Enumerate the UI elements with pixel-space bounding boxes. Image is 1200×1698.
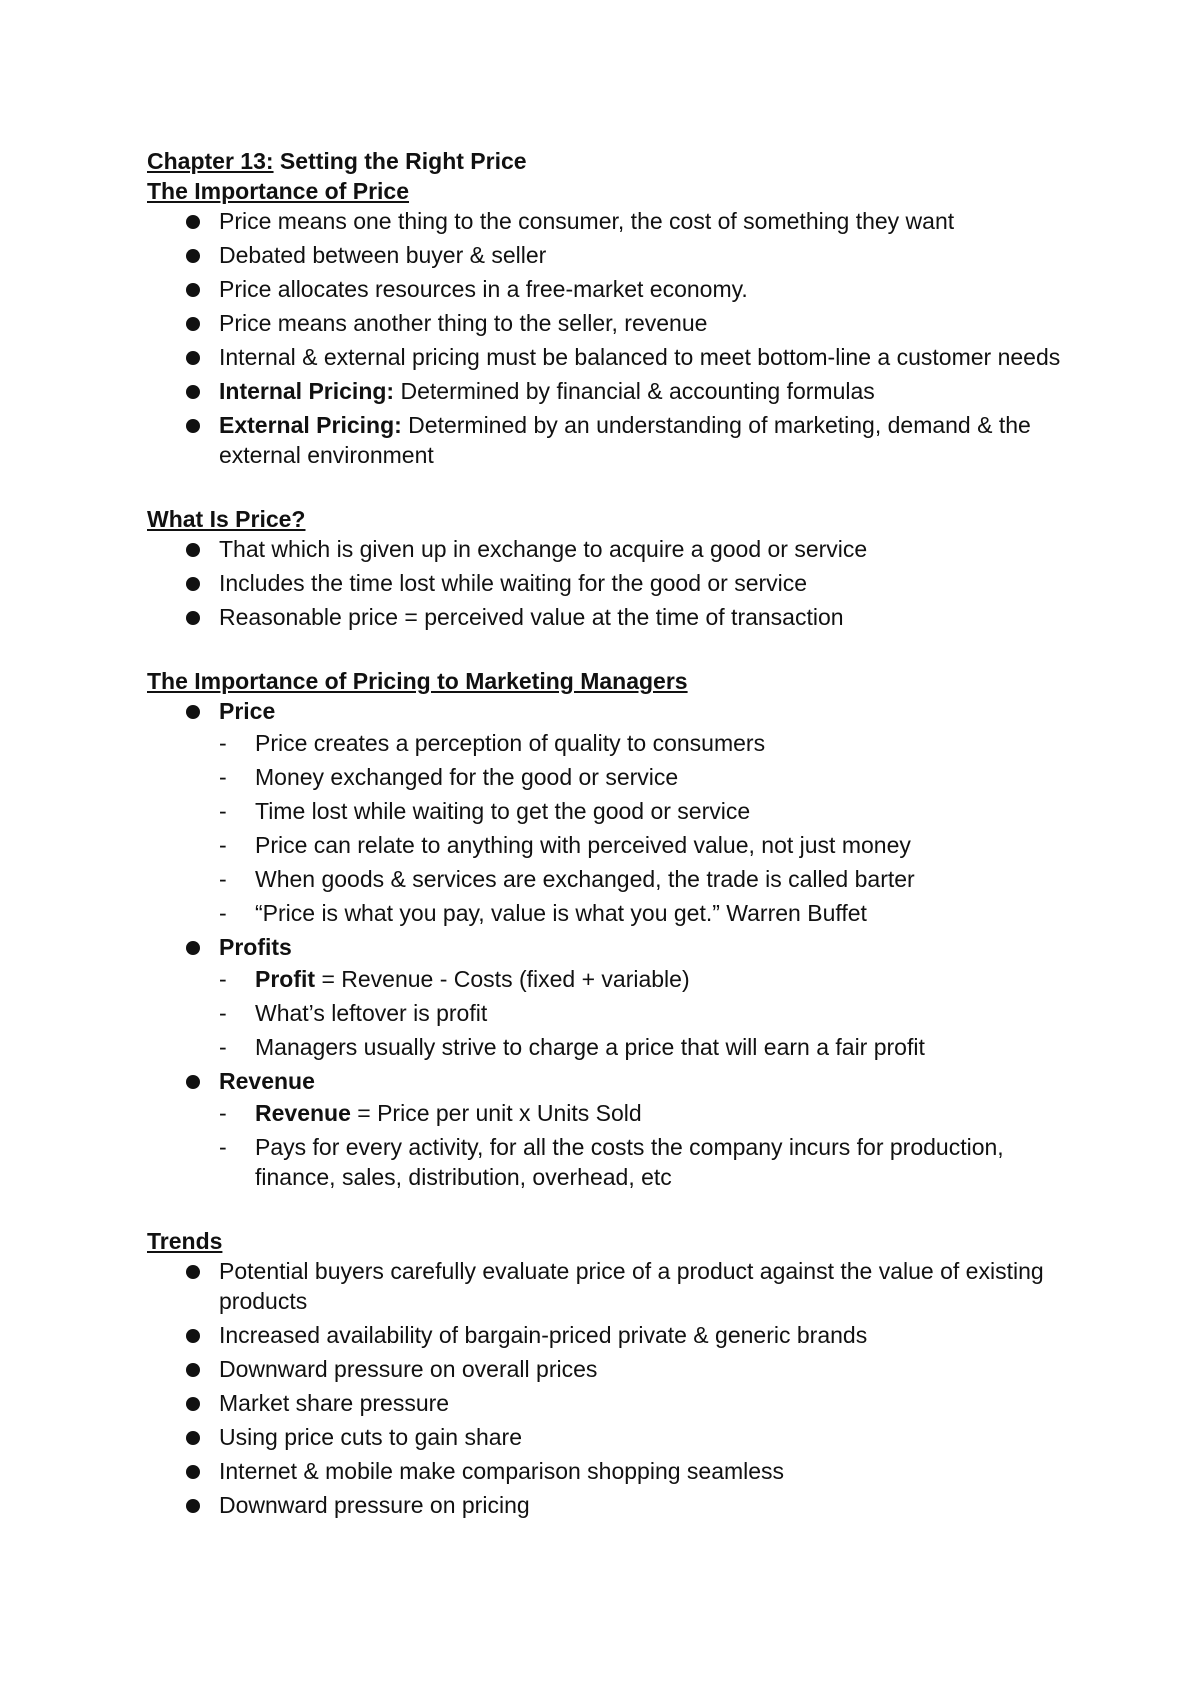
importance-of-price-list	[147, 206, 1087, 470]
external-pricing-text: Determined by an understanding of marketing, demand & the external environment	[219, 412, 1031, 468]
document-page	[147, 146, 1087, 1524]
profit-formula-label: Profit	[255, 966, 316, 992]
importance-to-managers-list	[147, 696, 1087, 1192]
internal-pricing-label: Internal Pricing:	[219, 378, 395, 404]
list-item: Downward pressure on overall prices	[147, 1354, 1087, 1384]
list-item: Downward pressure on pricing	[147, 1490, 1087, 1520]
profits-sublist	[219, 964, 1087, 1062]
list-item: That which is given up in exchange to acquire a good or service	[147, 534, 1087, 564]
revenue-formula-label: Revenue	[255, 1100, 351, 1126]
sublist-item: - Price can relate to anything with perceived value, not just money	[219, 830, 1087, 860]
revenue-sublist	[219, 1098, 1087, 1192]
chapter-name: Setting the Right Price	[273, 148, 527, 174]
sublist-item: - “Price is what you pay, value is what you get.” Warren Buffet	[219, 898, 1087, 928]
sublist-item: - Money exchanged for the good or service	[219, 762, 1087, 792]
price-label: Price	[219, 698, 276, 724]
trends-list	[147, 1256, 1087, 1520]
profits-label: Profits	[219, 934, 292, 960]
list-item-profits	[147, 932, 1087, 1062]
list-item: Internet & mobile make comparison shopping seamless	[147, 1456, 1087, 1486]
sublist-item: - Managers usually strive to charge a price that will earn a fair profit	[219, 1032, 1087, 1062]
page-title	[147, 146, 1087, 176]
section-heading-trends: Trends	[147, 1228, 223, 1254]
list-item-external-pricing	[147, 410, 1087, 470]
sublist-item: - Time lost while waiting to get the good or service	[219, 796, 1087, 826]
list-item: Price means another thing to the seller, revenue	[147, 308, 1087, 338]
sublist-item: - Price creates a perception of quality to consumers	[219, 728, 1087, 758]
sublist-item: - When goods & services are exchanged, the trade is called barter	[219, 864, 1087, 894]
list-item: Includes the time lost while waiting for the good or service	[147, 568, 1087, 598]
list-item: Market share pressure	[147, 1388, 1087, 1418]
list-item-revenue	[147, 1066, 1087, 1192]
list-item: Using price cuts to gain share	[147, 1422, 1087, 1452]
revenue-label: Revenue	[219, 1068, 315, 1094]
section-heading-importance-to-managers: The Importance of Pricing to Marketing Managers	[147, 668, 688, 694]
revenue-formula-text: = Price per unit x Units Sold	[350, 1100, 642, 1126]
sublist-item: - Pays for every activity, for all the costs the company incurs for production, finance, sales, distribution, overhead, etc	[219, 1132, 1087, 1192]
list-item: Internal & external pricing must be balanced to meet bottom-line a customer needs	[147, 342, 1087, 372]
list-item: Reasonable price = perceived value at the time of transaction	[147, 602, 1087, 632]
list-item: Price allocates resources in a free-market economy.	[147, 274, 1087, 304]
list-item: Debated between buyer & seller	[147, 240, 1087, 270]
list-item: Potential buyers carefully evaluate price of a product against the value of existing products	[147, 1256, 1087, 1316]
external-pricing-label: External Pricing:	[219, 412, 402, 438]
list-item: Increased availability of bargain-priced private & generic brands	[147, 1320, 1087, 1350]
list-item-price	[147, 696, 1087, 928]
list-item: Price means one thing to the consumer, the cost of something they want	[147, 206, 1087, 236]
sublist-item: - What’s leftover is profit	[219, 998, 1087, 1028]
internal-pricing-text: Determined by financial & accounting formulas	[394, 378, 875, 404]
section-heading-what-is-price: What Is Price?	[147, 506, 306, 532]
section-heading-importance-of-price: The Importance of Price	[147, 178, 410, 204]
list-item-internal-pricing	[147, 376, 1087, 406]
what-is-price-list	[147, 534, 1087, 632]
sublist-item-revenue-formula	[219, 1098, 1087, 1128]
chapter-number: Chapter 13:	[147, 148, 274, 174]
sublist-item-profit-formula	[219, 964, 1087, 994]
profit-formula-text: = Revenue - Costs (fixed + variable)	[315, 966, 690, 992]
price-sublist	[219, 728, 1087, 928]
